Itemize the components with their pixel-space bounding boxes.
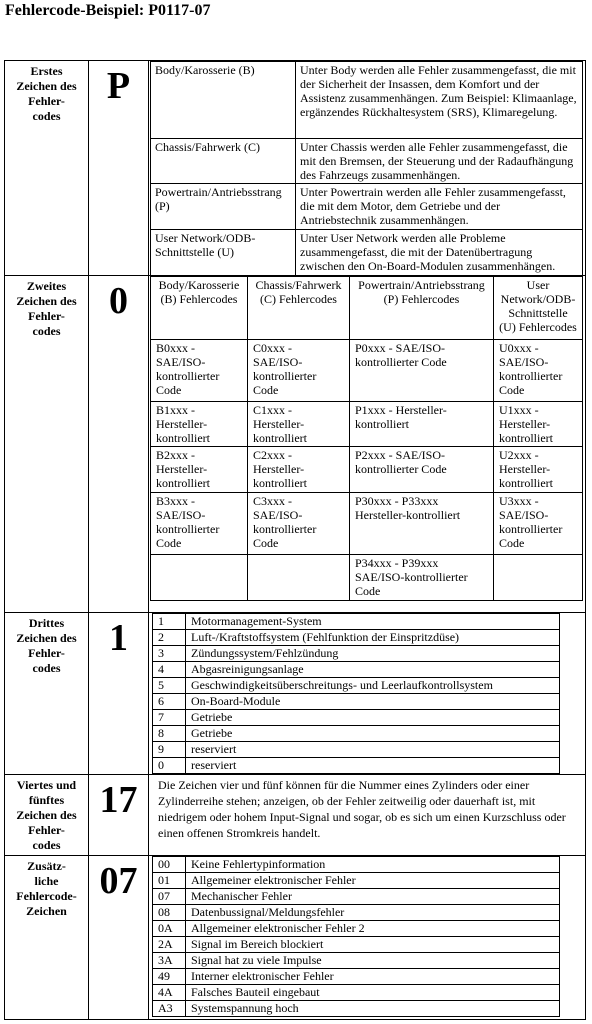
section-label: Erstes Zeichen des Fehler- codes: [5, 61, 89, 275]
section-label: Viertes und fünftes Zeichen des Fehler- codes: [5, 775, 89, 855]
list-item-code: 3A: [153, 953, 186, 969]
list-item-code: 49: [153, 969, 186, 985]
system-list: [152, 613, 560, 774]
table-cell: B1xxx - Hersteller-kontrolliert: [151, 402, 248, 447]
list-item-code: 6: [153, 694, 186, 710]
section-code: 0: [89, 276, 149, 612]
table-cell: Unter User Network werden alle Probleme zusammengefasst, die mit der Datenübertragung zwischen den On-Board-Modulen zusammenhängen.: [296, 230, 583, 276]
list-item-label: Getriebe: [186, 710, 560, 726]
table-cell: [151, 555, 248, 601]
list-item-code: 4A: [153, 985, 186, 1001]
list-item-label: Zündungssystem/Fehlzündung: [186, 646, 560, 662]
section-second-char: [4, 275, 586, 613]
section-label: Drittes Zeichen des Fehler- codes: [5, 613, 89, 774]
table-header-row: [151, 277, 583, 340]
list-item-label: Falsches Bauteil eingebaut: [186, 985, 560, 1001]
table-cell: B3xxx - SAE/ISO-kontrollierter Code: [151, 493, 248, 555]
table-cell: Powertrain/Antriebsstrang (P): [151, 184, 296, 230]
section-body: [150, 856, 585, 1019]
list-item-label: Keine Fehlertypinformation: [186, 857, 560, 873]
table-cell: P30xxx - P33xxx Hersteller-kontrolliert: [350, 493, 494, 555]
table-row: [151, 139, 583, 184]
list-item-code: 2: [153, 630, 186, 646]
list-item: [153, 969, 560, 985]
list-item: [153, 662, 560, 678]
list-item-code: 9: [153, 742, 186, 758]
table-cell: P1xxx - Hersteller-kontrolliert: [350, 402, 494, 447]
table-header-cell: Chassis/Fahrwerk (C) Fehlercodes: [248, 277, 350, 340]
table-row: [151, 447, 583, 493]
table-cell: U0xxx - SAE/ISO-kontrollierter Code: [494, 340, 583, 402]
list-item-code: 01: [153, 873, 186, 889]
section-fourth-fifth-char: [4, 774, 586, 856]
table-cell: C1xxx - Hersteller-kontrolliert: [248, 402, 350, 447]
table-cell: [248, 555, 350, 601]
list-item-code: 5: [153, 678, 186, 694]
list-item-label: reserviert: [186, 742, 560, 758]
list-item-code: 4: [153, 662, 186, 678]
list-item-label: Systemspannung hoch: [186, 1001, 560, 1017]
table-cell: U2xxx - Hersteller-kontrolliert: [494, 447, 583, 493]
table-cell: P2xxx - SAE/ISO-kontrollierter Code: [350, 447, 494, 493]
list-item: [153, 889, 560, 905]
list-item-label: Signal im Bereich blockiert: [186, 937, 560, 953]
list-item-code: 00: [153, 857, 186, 873]
table-cell: User Network/ODB-Schnittstelle (U): [151, 230, 296, 276]
list-item-label: Luft-/Kraftstoffsystem (Fehlfunktion der Einspritzdüse): [186, 630, 560, 646]
table-cell: P0xxx - SAE/ISO-kontrollierter Code: [350, 340, 494, 402]
table-header-cell: User Network/ODB-Schnittstelle (U) Fehlercodes: [494, 277, 583, 340]
list-item-code: 0A: [153, 921, 186, 937]
list-item-label: Signal hat zu viele Impulse: [186, 953, 560, 969]
table-cell: Body/Karosserie (B): [151, 62, 296, 139]
table-cell: U3xxx - SAE/ISO-kontrollierter Code: [494, 493, 583, 555]
table-row: [151, 402, 583, 447]
table-cell: Unter Powertrain werden alle Fehler zusammengefasst, die mit dem Motor, dem Getriebe und der Antriebstechnik zusammenhängen.: [296, 184, 583, 230]
list-item: [153, 694, 560, 710]
list-item-label: Abgasreinigungsanlage: [186, 662, 560, 678]
list-item: [153, 985, 560, 1001]
table-row: [151, 555, 583, 601]
table-row: [151, 62, 583, 139]
list-item-label: Mechanischer Fehler: [186, 889, 560, 905]
list-item: [153, 937, 560, 953]
section-code: 1: [89, 613, 149, 774]
list-item: [153, 742, 560, 758]
table-row: [151, 230, 583, 276]
table-cell: P34xxx - P39xxx SAE/ISO-kontrollierter Code: [350, 555, 494, 601]
section-code: 07: [89, 856, 149, 1019]
table-cell: B0xxx - SAE/ISO-kontrollierter Code: [151, 340, 248, 402]
list-item: [153, 630, 560, 646]
list-item-label: Getriebe: [186, 726, 560, 742]
list-item-label: Allgemeiner elektronischer Fehler: [186, 873, 560, 889]
section-body: [150, 775, 585, 855]
section-first-char: [4, 60, 586, 276]
list-item: [153, 857, 560, 873]
page-title: Fehlercode-Beispiel: P0117-07: [5, 2, 211, 19]
list-item-code: 07: [153, 889, 186, 905]
section-code: 17: [89, 775, 149, 855]
list-item-label: Interner elektronischer Fehler: [186, 969, 560, 985]
section-body: [150, 61, 585, 275]
table-cell: C3xxx - SAE/ISO-kontrollierter Code: [248, 493, 350, 555]
category-table: [150, 61, 583, 276]
table-cell: B2xxx - Hersteller-kontrolliert: [151, 447, 248, 493]
table-cell: U1xxx - Hersteller-kontrolliert: [494, 402, 583, 447]
list-item: [153, 873, 560, 889]
list-item: [153, 678, 560, 694]
section-code: P: [89, 61, 149, 275]
list-item-label: reserviert: [186, 758, 560, 774]
list-item-label: Datenbussignal/Meldungsfehler: [186, 905, 560, 921]
list-item-code: A3: [153, 1001, 186, 1017]
code-table: [150, 276, 583, 601]
failure-type-list: [152, 856, 560, 1017]
list-item: [153, 921, 560, 937]
list-item: [153, 758, 560, 774]
section-description: Die Zeichen vier und fünf können für die Nummer eines Zylinders oder einer Zylinderreihe stehen; anzeigen, ob der Fehler zeitweilig oder dauerhaft ist, mit niedrigem oder hohem Input-Signal und sogar, ob es sich um einen Kurzschluss oder einen offenen Stromkreis handelt.: [158, 778, 566, 840]
list-item-code: 3: [153, 646, 186, 662]
table-row: [151, 493, 583, 555]
list-item-code: 08: [153, 905, 186, 921]
list-item: [153, 614, 560, 630]
table-row: [151, 340, 583, 402]
list-item-code: 8: [153, 726, 186, 742]
list-item-label: Motormanagement-System: [186, 614, 560, 630]
table-cell: Unter Body werden alle Fehler zusammengefasst, die mit der Sicherheit der Insassen, dem Komfort und der Assistenz zusammenhängen. Zum Beispiel: Klimaanlage, ergänzendes Rückhaltesystem (SRS), Klimaregelung.: [296, 62, 583, 139]
list-item-label: Allgemeiner elektronischer Fehler 2: [186, 921, 560, 937]
section-label: Zweites Zeichen des Fehler- codes: [5, 276, 89, 612]
section-body: [150, 613, 585, 774]
list-item: [153, 905, 560, 921]
list-item: [153, 726, 560, 742]
list-item-label: Geschwindigkeitsüberschreitungs- und Leerlaufkontrollsystem: [186, 678, 560, 694]
table-row: [151, 184, 583, 230]
table-cell: Chassis/Fahrwerk (C): [151, 139, 296, 184]
list-item: [153, 646, 560, 662]
section-label: Zusätz- liche Fehlercode- Zeichen: [5, 856, 89, 1019]
list-item-label: On-Board-Module: [186, 694, 560, 710]
table-cell: Unter Chassis werden alle Fehler zusammengefasst, die mit den Bremsen, der Steuerung und der Radaufhängung des Fahrzeugs zusammenhängen.: [296, 139, 583, 184]
section-third-char: [4, 612, 586, 775]
list-item-code: 1: [153, 614, 186, 630]
list-item: [153, 953, 560, 969]
list-item-code: 0: [153, 758, 186, 774]
list-item-code: 7: [153, 710, 186, 726]
list-item: [153, 1001, 560, 1017]
section-body: [150, 276, 585, 612]
list-item-code: 2A: [153, 937, 186, 953]
table-header-cell: Body/Karosserie (B) Fehlercodes: [151, 277, 248, 340]
section-additional-chars: [4, 855, 586, 1020]
table-cell: C0xxx - SAE/ISO-kontrollierter Code: [248, 340, 350, 402]
list-item: [153, 710, 560, 726]
table-cell: [494, 555, 583, 601]
table-cell: C2xxx - Hersteller-kontrolliert: [248, 447, 350, 493]
table-header-cell: Powertrain/Antriebsstrang (P) Fehlercodes: [350, 277, 494, 340]
